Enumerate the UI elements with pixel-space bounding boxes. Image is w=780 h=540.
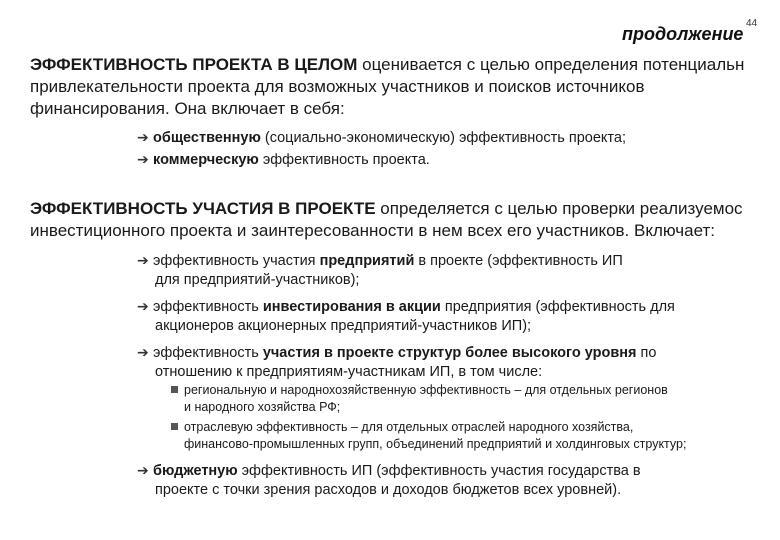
bullet-text: в проекте (эффективность ИП	[414, 253, 623, 269]
section2-bullet-1	[137, 250, 623, 271]
bullet-bold: общественную	[153, 130, 261, 146]
section2-line2: инвестиционного проекта и заинтересованности в нем всех его участников. Включает:	[30, 221, 715, 240]
bullet-bold: коммерческую	[153, 152, 259, 168]
sub-bullet-2	[171, 419, 633, 436]
section1-bullet-1	[137, 127, 626, 148]
section1-line1-text: оценивается с целью определения потенциальн	[357, 55, 745, 74]
section2-bullet-4-cont: проекте с точки зрения расходов и доходов бюджетов всех уровней).	[155, 482, 622, 498]
section1-bullet-2	[137, 149, 430, 170]
section2-line1	[30, 198, 743, 220]
sub-bullet-text: отраслевую эффективность – для отдельных отраслей народного хозяйства,	[184, 420, 634, 434]
square-bullet-icon	[171, 423, 178, 430]
bullet-text: эффективность ИП (эффективность участия государства в	[237, 463, 641, 479]
bullet-text: эффективность участия	[153, 253, 320, 269]
arrow-bullet-icon: ➔	[137, 252, 149, 268]
bullet-text: эффективность	[153, 299, 263, 315]
section2-bullet-2	[137, 296, 675, 317]
sub-bullet-1-cont: и народного хозяйства РФ;	[184, 400, 341, 414]
bullet-text: предприятия (эффективность для	[440, 299, 675, 315]
page-number: 44	[746, 18, 758, 29]
arrow-bullet-icon: ➔	[137, 298, 149, 314]
bullet-bold: участия в проекте структур более высокого уровня	[262, 345, 637, 361]
sub-bullet-2-cont: финансово-промышленных групп, объединений предприятий и холдинговых структур;	[184, 437, 687, 451]
arrow-bullet-icon: ➔	[137, 129, 149, 145]
section1-line1	[30, 54, 744, 76]
section1-line3: финансирования. Она включает в себя:	[30, 99, 345, 118]
section2-bullet-1-cont: для предприятий-участников);	[155, 272, 360, 288]
arrow-bullet-icon: ➔	[137, 151, 149, 167]
continuation-label: продолжение	[622, 24, 744, 44]
bullet-text: эффективность	[153, 345, 263, 361]
bullet-bold: предприятий	[319, 253, 415, 269]
bullet-bold: бюджетную	[153, 463, 238, 479]
section2-bullet-2-cont: акционеров акционерных предприятий-участников ИП);	[155, 318, 532, 334]
bullet-text: (социально-экономическую) эффективность проекта;	[260, 130, 626, 146]
bullet-text: эффективность проекта.	[258, 152, 430, 168]
section1-line2: привлекательности проекта для возможных участников и поисков источников	[30, 77, 645, 96]
section2-bullet-3	[137, 342, 656, 363]
section2-bullet-4	[137, 460, 641, 481]
section2-line1-text: определяется с целью проверки реализуемос	[375, 199, 743, 218]
sub-bullet-text: региональную и народнохозяйственную эффективность – для отдельных регионов	[184, 383, 668, 397]
square-bullet-icon	[171, 386, 178, 393]
section2-heading: ЭФФЕКТИВНОСТЬ УЧАСТИЯ В ПРОЕКТЕ	[30, 199, 376, 218]
bullet-text: по	[636, 345, 657, 361]
arrow-bullet-icon: ➔	[137, 462, 149, 478]
section2-bullet-3-cont: отношению к предприятиям-участникам ИП, в том числе:	[155, 364, 543, 380]
arrow-bullet-icon: ➔	[137, 344, 149, 360]
sub-bullet-1	[171, 382, 668, 399]
bullet-bold: инвестирования в акции	[262, 299, 441, 315]
section1-heading: ЭФФЕКТИВНОСТЬ ПРОЕКТА В ЦЕЛОМ	[30, 55, 358, 74]
